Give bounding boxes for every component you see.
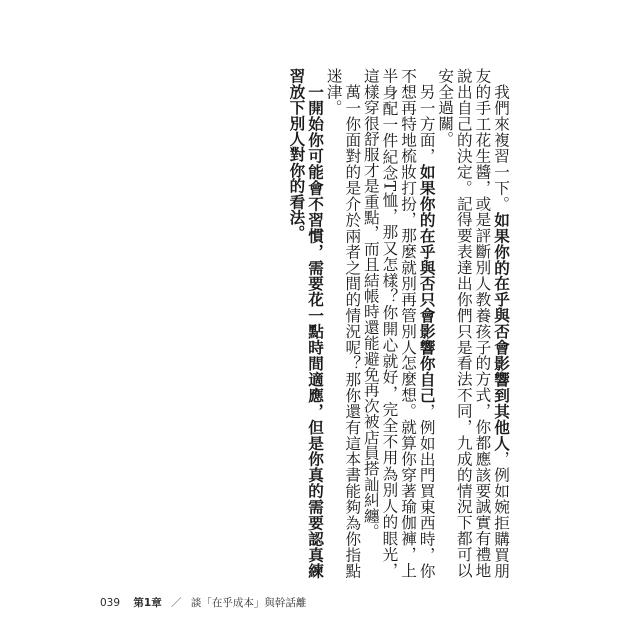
p1-bold: 如果你的在乎與否會影響到其他人	[492, 211, 510, 451]
vertical-text-body	[240, 68, 510, 578]
chapter-title: 談「在乎成本」與幹話離	[190, 597, 307, 609]
page-number: 039	[100, 597, 121, 609]
p2-text-a: 另一方面，	[417, 83, 436, 164]
page-footer	[100, 595, 306, 610]
paragraph-2	[361, 68, 435, 578]
p1-text-c: ，例如婉拒購買朋友的手工花生醬，或是評斷別人教養孩子的方式，你都應該要誠實有禮地說出自己的決定。記得要表達出你們只是看法不同，九成的情況下都可以安全過關。	[436, 68, 510, 578]
paragraph-3: 萬一你面對的是介於兩者之間的情況呢？那你還有這本書能夠為你指點迷津。	[324, 68, 362, 578]
chapter-label: 第1章	[133, 597, 162, 609]
p2-bold: 如果你的在乎與否只會影響你自己	[417, 163, 436, 403]
p2-text-c: ，例如出門買東西時，你不想再特地梳妝打扮，那麼就別再管別人怎麼想。就算你穿著瑜伽褲，上半身配一件紀念T恤，那又怎樣？你開心就好，完全不用為別人的眼光，這樣穿很舒服才是重點，而且結帳時還能避免再次被店員搭訕糾纏。	[361, 68, 436, 579]
paragraph-4-bold: 一開始你可能會不習慣，需要花一點時間適應，但是你真的需要認真練習放下別人對你的看法。	[287, 68, 325, 578]
paragraph-1	[436, 68, 510, 578]
footer-separator: ／	[171, 597, 182, 609]
p1-text-a: 我們來複習一下。	[492, 83, 510, 212]
